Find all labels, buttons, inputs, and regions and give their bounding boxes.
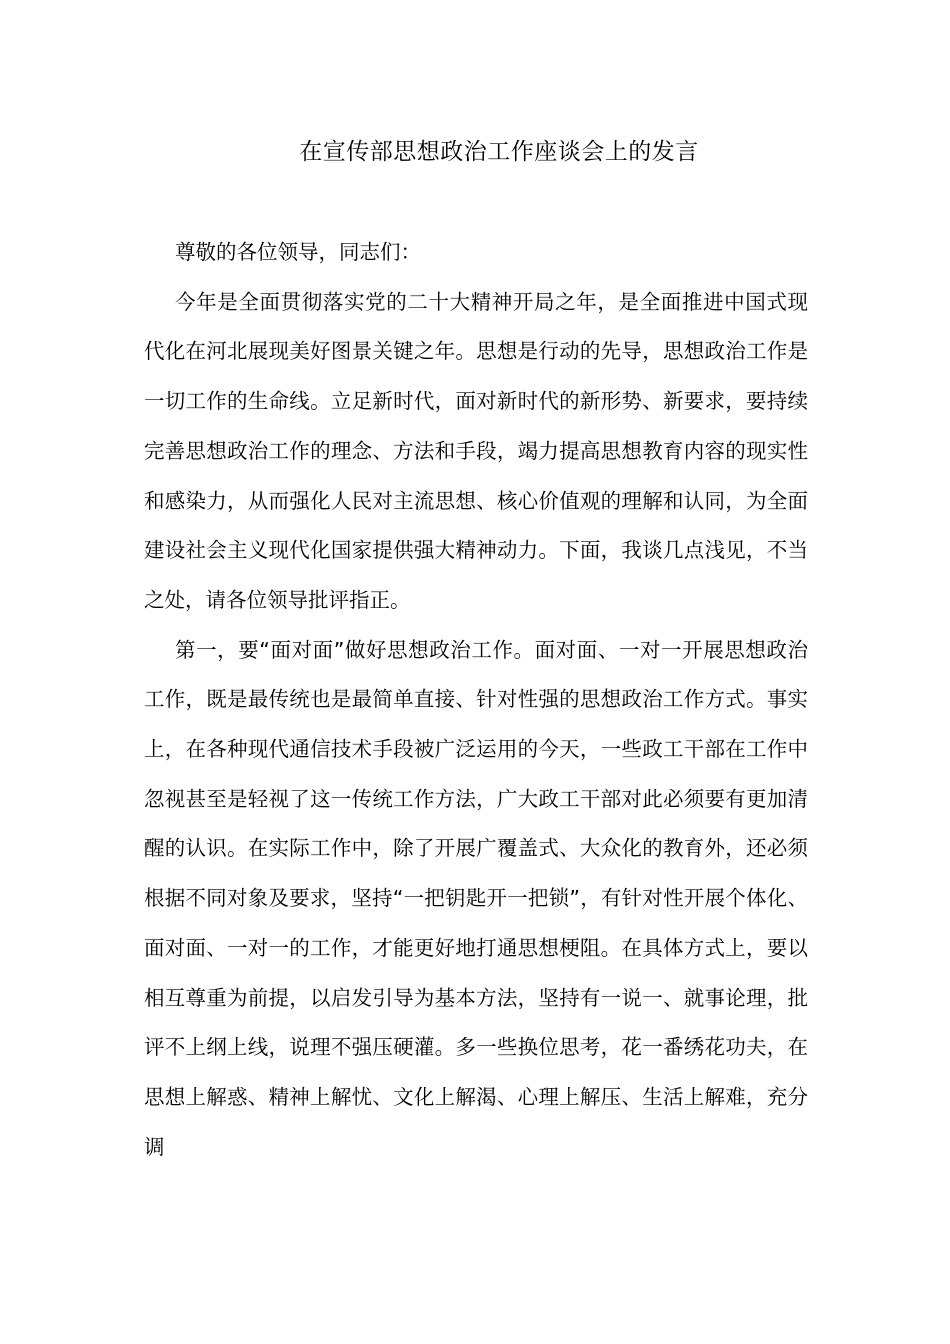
document-title: 在宣传部思想政治工作座谈会上的发言 (299, 139, 699, 165)
document-body (144, 228, 808, 1172)
paragraph-2: 第一，要“面对面”做好思想政治工作。面对面、一对一开展思想政治工作，既是最传统也是最简单直接、针对性强的思想政治工作方式。事实上，在各种现代通信技术手段被广泛运用的今天，一些政工干部在工作中忽视甚至是轻视了这一传统工作方法，广大政工干部对此必须要有更加清醒的认识。在实际工作中，除了开展广覆盖式、大众化的教育外，还必须根据不同对象及要求，坚持“一把钥匙开一把锁”，有针对性开展个体化、面对面、一对一的工作，才能更好地打通思想梗阻。在具体方式上，要以相互尊重为前提，以启发引导为基本方法，坚持有一说一、就事论理，批评不上纲上线，说理不强压硬灌。多一些换位思考，花一番绣花功夫，在思想上解惑、精神上解忧、文化上解渴、心理上解压、生活上解难，充分调 (144, 637, 808, 1159)
paragraph-1: 今年是全面贯彻落实党的二十大精神开局之年，是全面推进中国式现代化在河北展现美好图景关键之年。思想是行动的先导，思想政治工作是一切工作的生命线。立足新时代，面对新时代的新形势、新要求，要持续完善思想政治工作的理念、方法和手段，竭力提高思想教育内容的现实性和感染力，从而强化人民对主流思想、核心价值观的理解和认同，为全面建设社会主义现代化国家提供强大精神动力。下面，我谈几点浅见，不当之处，请各位领导批评指正。 (144, 289, 808, 612)
salutation: 尊敬的各位领导，同志们： (175, 240, 421, 264)
